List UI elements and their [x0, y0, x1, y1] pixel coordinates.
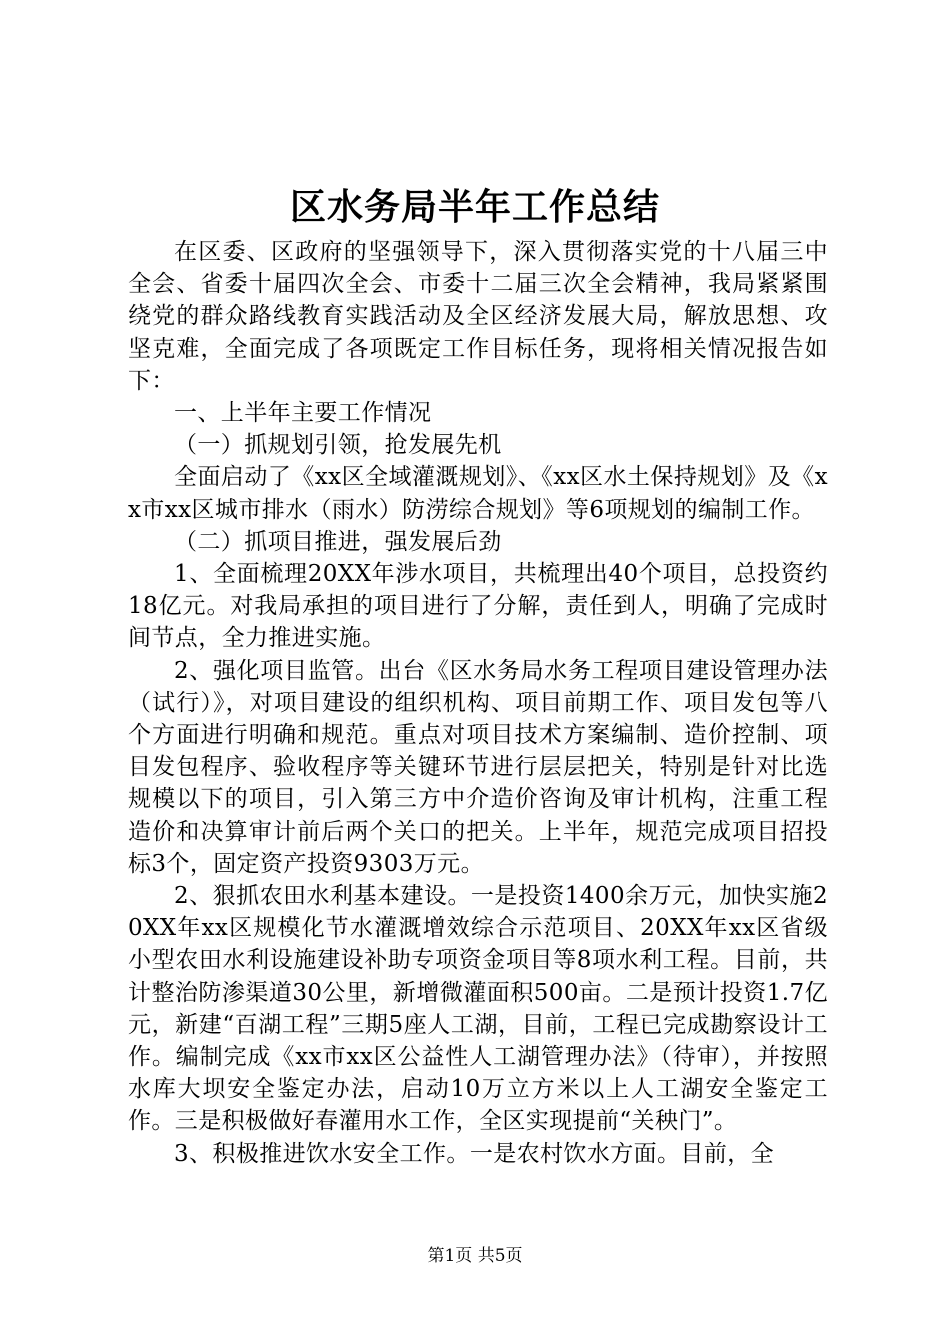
- paragraph-intro: 在区委、区政府的坚强领导下，深入贯彻落实党的十八届三中全会、省委十届四次全会、市委十二届三次全会精神，我局紧紧围绕党的群众路线教育实践活动及全区经济发展大局，解放思想、攻坚克难，全面完成了各项既定工作目标任务，现将相关情况报告如下：: [128, 239, 828, 394]
- paragraph-planning: 全面启动了《xx区全域灌溉规划》、《xx区水土保持规划》及《xx市xx区城市排水（雨水）防涝综合规划》等6项规划的编制工作。: [128, 464, 828, 523]
- subsection-heading-2: （二）抓项目推进，强发展后劲: [174, 528, 502, 555]
- paragraph-project-supervision: 2、强化项目监管。出台《区水务局水务工程项目建设管理办法（试行）》，对项目建设的组织机构、项目前期工作、项目发包等八个方面进行明确和规范。重点对项目技术方案编制、造价控制、项目发包程序、验收程序等关键环节进行层层把关，特别是针对比选规模以下的项目，引入第三方中介造价咨询及审计机构，注重工程造价和决算审计前后两个关口的把关。上半年，规范完成项目招投标3个，固定资产投资9303万元。: [128, 657, 828, 877]
- page-footer: 第1页 共5页: [427, 1246, 523, 1266]
- paragraph-farmland-water: 2、狠抓农田水利基本建设。一是投资1400余万元，加快实施20XX年xx区规模化节水灌溉增效综合示范项目、20XX年xx区省级小型农田水利设施建设补助专项资金项目等8项水利工程。目前，共计整治防渗渠道30公里，新增微灌面积500亩。二是预计投资1.7亿元，新建“百湖工程”三期5座人工湖，目前，工程已完成勘察设计工作。编制完成《xx市xx区公益性人工湖管理办法》（待审），并按照水库大坝安全鉴定办法，启动10万立方米以上人工湖安全鉴定工作。三是积极做好春灌用水工作，全区实现提前“关秧门”。: [128, 883, 828, 1135]
- subsection-heading-1: （一）抓规划引领，抢发展先机: [174, 432, 502, 459]
- document-body: [128, 236, 828, 1170]
- section-heading-1: 一、上半年主要工作情况: [174, 400, 432, 427]
- document-title: 区水务局半年工作总结: [289, 187, 660, 228]
- paragraph-drinking-water: 3、积极推进饮水安全工作。一是农村饮水方面。目前，全: [174, 1140, 775, 1167]
- paragraph-project-review: 1、全面梳理20XX年涉水项目，共梳理出40个项目，总投资约18亿元。对我局承担的项目进行了分解，责任到人，明确了完成时间节点，全力推进实施。: [128, 561, 828, 652]
